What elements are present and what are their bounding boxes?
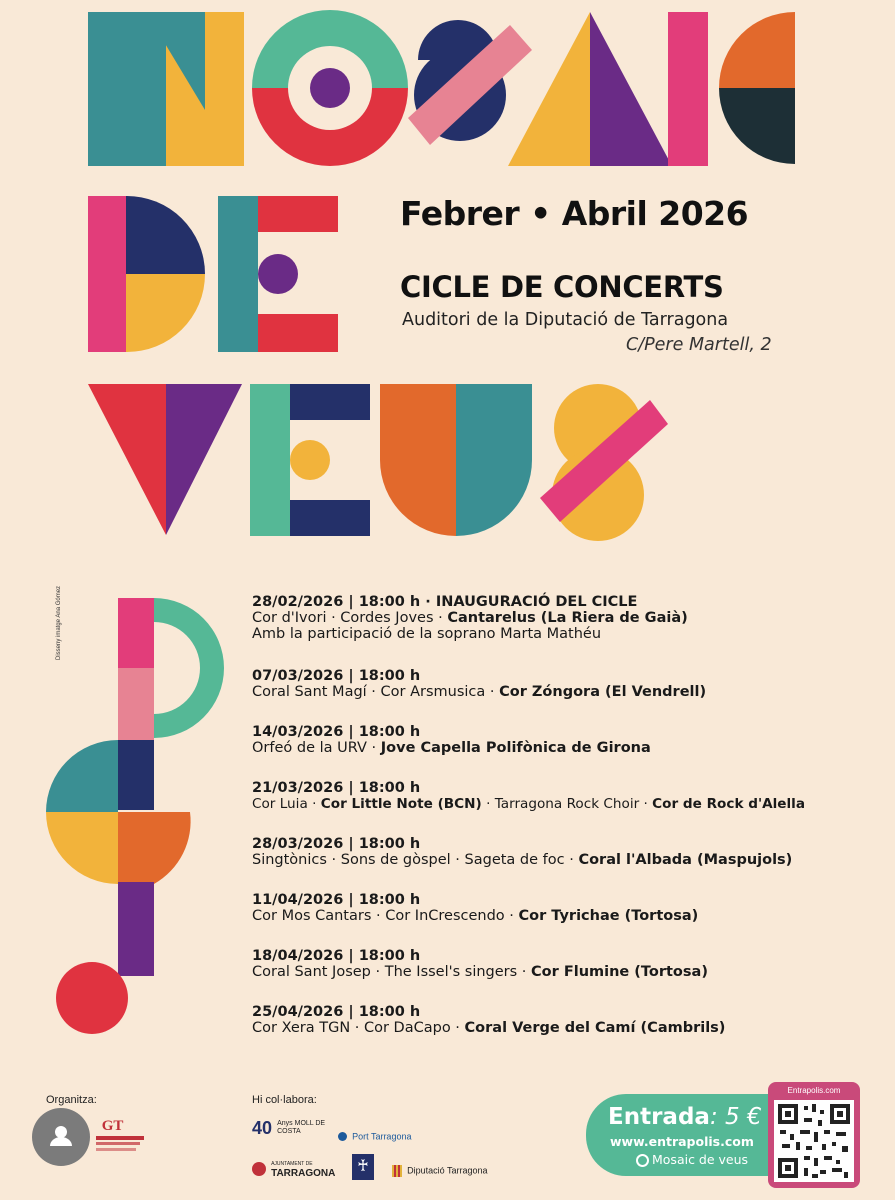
event-item <box>252 668 706 700</box>
event-header: 21/03/2026 | 18:00 h <box>252 780 421 796</box>
cathedral-logo: ♰ <box>352 1154 374 1180</box>
event-header: 28/03/2026 | 18:00 h <box>252 836 421 852</box>
ticket-price: Entrada: 5 € <box>608 1104 762 1130</box>
qr-box[interactable] <box>768 1082 860 1188</box>
event-performers: Coral Sant Josep · The Issel's singers · Cor Flumine (Tortosa) <box>252 964 708 980</box>
event-item <box>252 892 698 924</box>
event-item <box>252 780 805 812</box>
venue-text: Auditori de la Diputació de Tarragona <box>402 310 729 330</box>
title-de-graphic <box>0 190 360 360</box>
event-header: 14/03/2026 | 18:00 h <box>252 724 421 740</box>
event-item <box>252 1004 725 1036</box>
event-performers: Orfeó de la URV · Jove Capella Polifònica de Girona <box>252 740 651 756</box>
cycle-subtitle: CICLE DE CONCERTS <box>400 270 724 304</box>
event-item <box>252 594 688 642</box>
address-text: C/Pere Martell, 2 <box>626 335 772 355</box>
ticket-url[interactable]: www.entrapolis.com <box>610 1134 754 1149</box>
organitza-label: Organitza: <box>46 1094 97 1106</box>
port-tarragona-logo: Port Tarragona <box>338 1126 411 1145</box>
event-item <box>252 948 708 980</box>
avatar[interactable] <box>32 1108 90 1166</box>
diputacio-logo: Diputació Tarragona <box>392 1160 487 1179</box>
organizer-logo: GT <box>84 1118 144 1158</box>
user-icon <box>32 1108 90 1166</box>
event-header: 18/04/2026 | 18:00 h <box>252 948 421 964</box>
ajuntament-icon <box>252 1162 266 1176</box>
ajuntament-tarragona-logo: AJUNTAMENT DE TARRAGONA <box>252 1158 335 1180</box>
event-header: 11/04/2026 | 18:00 h <box>252 892 421 908</box>
music-note-graphic <box>0 590 240 1040</box>
event-header: 28/02/2026 | 18:00 h · INAUGURACIÓ DEL CICLE <box>252 594 638 610</box>
event-header: 25/04/2026 | 18:00 h <box>252 1004 421 1020</box>
event-performers: Cor Mos Cantars · Cor InCrescendo · Cor Tyrichae (Tortosa) <box>252 908 699 924</box>
title-mosaic-graphic <box>0 0 895 180</box>
event-performers: Coral Sant Magí · Cor Arsmusica · Cor Zóngora (El Vendrell) <box>252 684 707 700</box>
ticket-box[interactable] <box>586 1094 786 1176</box>
diputacio-shield-icon <box>392 1165 402 1177</box>
search-icon <box>636 1154 649 1167</box>
design-credit: Disseny imatge Ana Gómez <box>56 585 62 660</box>
event-performers: Singtònics · Sons de gòspel · Sageta de foc · Coral l'Albada (Maspujols) <box>252 852 793 868</box>
dates-heading: Febrer • Abril 2026 <box>400 194 749 233</box>
event-performers: Cor Xera TGN · Cor DaCapo · Coral Verge del Camí (Cambrils) <box>252 1020 726 1036</box>
port-icon <box>338 1132 347 1141</box>
event-performers: Cor d'Ivori · Cordes Joves · Cantarelus (La Riera de Gaià) <box>252 610 688 626</box>
collabora-label: Hi col·labora: <box>252 1094 317 1106</box>
title-veus-graphic <box>0 380 700 545</box>
moll-de-costa-logo: 40 Anys MOLL DE COSTA <box>252 1118 326 1138</box>
event-note: Amb la participació de la soprano Marta Mathéu <box>252 626 602 642</box>
qr-code <box>774 1100 854 1182</box>
qr-label: Entrapolis.com <box>787 1086 841 1095</box>
ticket-search[interactable]: Mosaic de veus <box>636 1152 748 1167</box>
event-item <box>252 724 651 756</box>
event-item <box>252 836 792 868</box>
event-header: 07/03/2026 | 18:00 h <box>252 668 421 684</box>
event-performers: Cor Luia · Cor Little Note (BCN) · Tarragona Rock Choir · Cor de Rock d'Alella <box>252 796 806 812</box>
